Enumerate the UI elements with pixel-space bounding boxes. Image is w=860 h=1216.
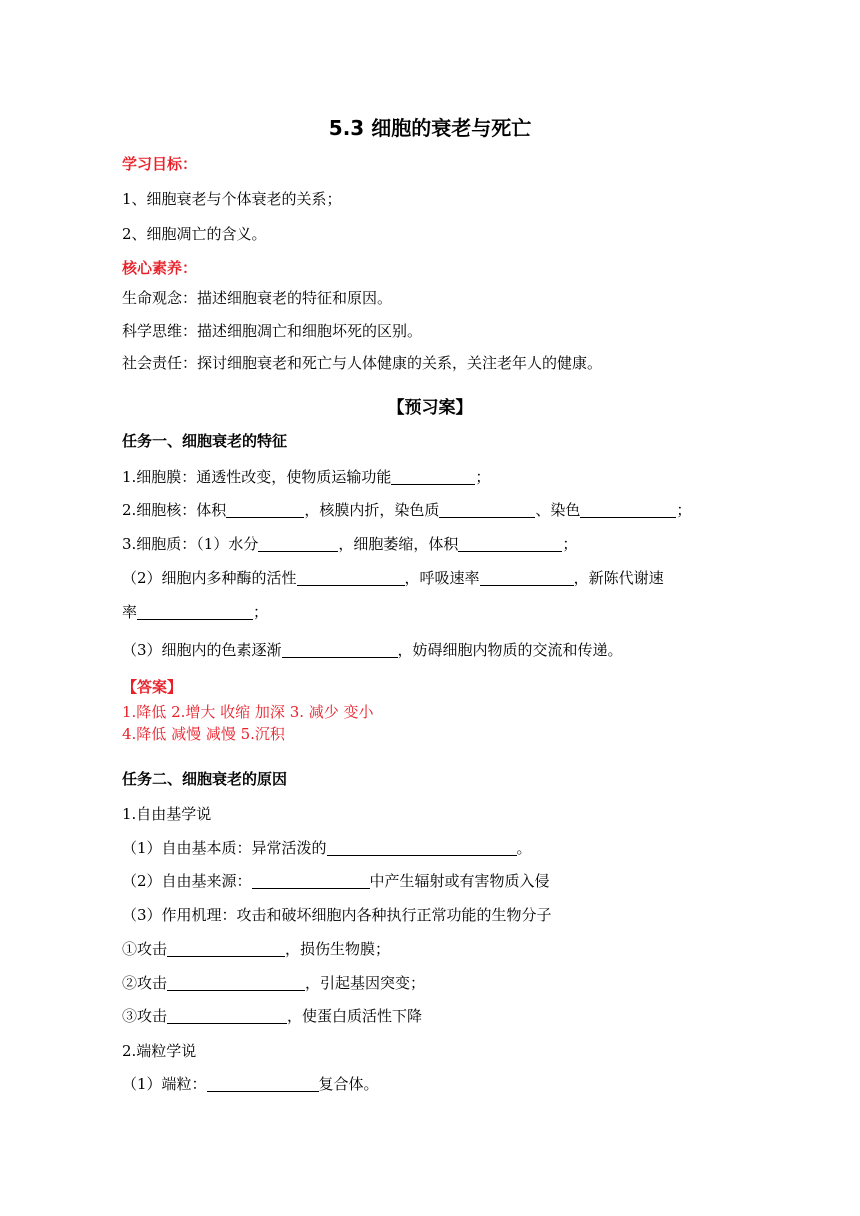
literacy-item: 社会责任：探讨细胞衰老和死亡与人体健康的关系，关注老年人的健康。	[122, 354, 603, 372]
blank[interactable]	[480, 569, 574, 586]
blank[interactable]	[167, 940, 285, 957]
blank[interactable]	[297, 569, 405, 586]
task1-q3: 3.细胞质：（1）水分 ，细胞萎缩，体积 ；	[122, 535, 578, 553]
blank[interactable]	[327, 839, 517, 856]
section-heading-goals: 学习目标：	[122, 155, 198, 173]
goal-item: 2、细胞凋亡的含义。	[122, 225, 267, 243]
goal-item: 1、细胞衰老与个体衰老的关系；	[122, 190, 342, 208]
blank[interactable]	[137, 603, 253, 620]
task1-heading: 任务一、细胞衰老的特征	[122, 432, 288, 450]
task2-attack-3: ③攻击 ，使蛋白质活性下降	[122, 1007, 423, 1025]
task2-heading: 任务二、细胞衰老的原因	[122, 770, 288, 788]
task1-q3-2: （2）细胞内多种酶的活性 ，呼吸速率 ，新陈代谢速	[122, 569, 664, 587]
blank[interactable]	[207, 1075, 319, 1092]
blank[interactable]	[580, 501, 676, 518]
task2-attack-2: ②攻击 ，引起基因突变；	[122, 974, 426, 992]
task2-item-1-3: （3）作用机理：攻击和破坏细胞内各种执行正常功能的生物分子	[122, 906, 552, 924]
blank[interactable]	[252, 872, 370, 889]
task1-q3-3: （3）细胞内的色素逐渐 ，妨碍细胞内物质的交流和传递。	[122, 641, 623, 659]
literacy-item: 科学思维：描述细胞凋亡和细胞坏死的区别。	[122, 322, 423, 340]
task2-item-1-1: （1）自由基本质：异常活泼的 。	[122, 839, 532, 857]
task2-item-1-2: （2）自由基来源： 中产生辐射或有害物质入侵	[122, 872, 550, 890]
blank[interactable]	[391, 468, 475, 485]
task2-attack-1: ①攻击 ，损伤生物膜；	[122, 940, 391, 958]
blank[interactable]	[458, 535, 562, 552]
blank[interactable]	[258, 535, 338, 552]
preview-heading: 【预习案】	[387, 398, 473, 418]
task1-q1: 1.细胞膜：通透性改变，使物质运输功能 ；	[122, 468, 491, 486]
task2-item-1: 1.自由基学说	[122, 805, 212, 823]
blank[interactable]	[226, 501, 304, 518]
task2-item-2-1: （1）端粒： 复合体。	[122, 1075, 379, 1093]
section-heading-literacy: 核心素养：	[122, 259, 198, 277]
blank[interactable]	[167, 974, 305, 991]
page-title: 5.3 细胞的衰老与死亡	[328, 116, 532, 140]
blank[interactable]	[282, 641, 398, 658]
task1-q2: 2.细胞核：体积 ，核膜内折，染色质 、染色 ；	[122, 501, 692, 519]
q1-text: 1.细胞膜：通透性改变，使物质运输功能	[122, 468, 392, 486]
answer-line-1: 1.降低 2.增大 收缩 加深 3. 减少 变小	[122, 703, 374, 721]
task1-q3-2-cont: 率 ；	[122, 603, 269, 621]
literacy-item: 生命观念：描述细胞衰老的特征和原因。	[122, 289, 393, 307]
blank[interactable]	[167, 1007, 287, 1024]
answer-heading: 【答案】	[122, 678, 183, 696]
blank[interactable]	[439, 501, 535, 518]
answer-line-2: 4.降低 减慢 减慢 5.沉积	[122, 725, 285, 743]
task2-item-2: 2.端粒学说	[122, 1042, 197, 1060]
